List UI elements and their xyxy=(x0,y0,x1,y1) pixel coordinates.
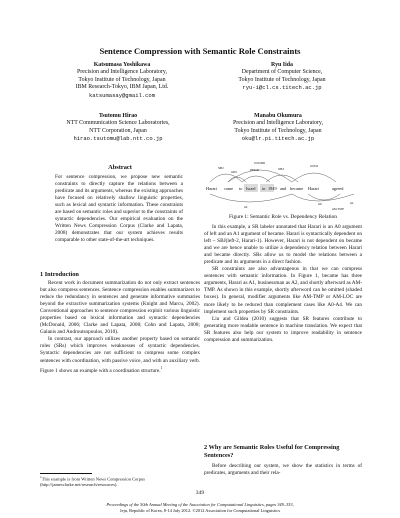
intro-paragraph-2-text: In contrast, our approach utilizes another property based on semantic roles (SRs) which improves weaknesses of syntactic dependencies. Syntactic dependencies are not sufficient to compress some complex sentences with coordination, with passive voice, and with an auxiliary verb. Figure 1 shows an example with a coordination structure. xyxy=(40,336,200,374)
author-email: hirao.tsutomu@lab.ntt.co.jp xyxy=(73,135,163,143)
author-affiliation: IBM Research-Tokyo, IBM Japan, Ltd. xyxy=(75,84,169,91)
figure-caption: Figure 1: Semantic Role vs. Dependency Relation xyxy=(229,214,337,220)
author-block-4 xyxy=(198,113,358,143)
arc-label: CONJ xyxy=(310,164,319,168)
arc-label: OBJ xyxy=(278,167,284,171)
right-column-text xyxy=(204,224,362,344)
author-name: Katsumasa Yoshikawa xyxy=(93,62,151,68)
proceedings-line-1: Proceedings of the 50th Annual Meeting of the Association for Computational Linguistics, pages 349–353, xyxy=(106,502,294,507)
author-affiliation: Precision and Intelligence Laboratory, xyxy=(233,120,323,127)
word-label: Harari xyxy=(308,186,319,191)
arc-label: A1 xyxy=(350,201,354,205)
word-label: came xyxy=(224,186,234,191)
author-affiliation: NTT Corporation, Japan xyxy=(89,127,147,134)
abstract-heading: Abstract xyxy=(108,164,132,171)
word-label: Harari xyxy=(206,186,217,191)
footnote xyxy=(40,475,200,488)
footnote-number: 1 xyxy=(40,475,42,479)
footnote-marker: 1 xyxy=(160,365,163,370)
word-label: agreed xyxy=(332,186,344,191)
intro-paragraph-2 xyxy=(40,336,200,374)
author-block-1 xyxy=(52,62,192,99)
author-affiliation: Tokyo Institute of Technology, Japan xyxy=(238,76,326,83)
paper-title: Sentence Compression with Semantic Role Constraints xyxy=(99,46,301,56)
footnote-text: This example is from Written News Compression Corpus (http://jamesclarke.net/research/resources). xyxy=(40,476,146,488)
dependency-arc xyxy=(210,174,242,182)
word-label: became xyxy=(290,186,304,191)
author-block-2 xyxy=(202,62,362,92)
dependency-arc xyxy=(242,176,270,182)
proceedings-line-2: Jeju, Republic of Korea, 8-14 July 2012. ©2012 Association for Computational Linguistics xyxy=(119,508,281,513)
section-2-text xyxy=(204,463,362,477)
dependency-semantic-role-diagram xyxy=(204,160,362,212)
right-paragraph-3: Liu and Gildea (2010) suggests that SR features contribute to generating more readable sentence in machine translation. We expect that SR features also help our system to improve readability in sentence compression and summarization. xyxy=(204,315,362,343)
arc-label: PMOD xyxy=(250,168,259,172)
author-affiliation: NTT Communication Science Laboratories, xyxy=(66,120,170,127)
right-paragraph-1: In this example, a SR labeler annotated that Harari is an A0 argument of left and an A1 argument of became. Harari is syntactically dependent on left – SBJ(left-2, Harari-1). However, Harari is not dependent on became and we are hence unable to utilize a dependency relation between Harari and became directly. SRs allow us to model the relations between a predicate and its arguments in a direct fashion. xyxy=(204,224,362,266)
author-name: Tsutomu Hirao xyxy=(98,113,138,119)
section-2-paragraph-1: Before describing our system, we show the statistics in terms of predicates, arguments and their rela- xyxy=(204,463,362,477)
intro-paragraph-1: Recent work in document summarization do not only extract sentences but also compress sentences. Sentence compression enables summarizers to reduce the redundancy in sentences and generate informative summaries beyond the extractive summarization systems (Knight and Marcu, 2002). Conventional approaches to sentence compression exploit various linguistic properties based on lexical information and syntactic dependencies (McDonald, 2006; Clarke and Lapata, 2008; Cohn and Lapata, 2008; Galanis and Androutsopoulos, 2010). xyxy=(40,280,200,336)
author-name: Manabu Okumura xyxy=(254,113,302,119)
word-label: Israel xyxy=(246,186,256,191)
semantic-role-arc xyxy=(210,194,292,202)
arc-label: A0 xyxy=(318,202,322,206)
arc-label: ADV xyxy=(231,170,238,174)
arc-label: COORD xyxy=(254,161,266,165)
author-affiliation: Tokyo Institute of Technology, Japan xyxy=(234,127,322,134)
author-affiliation: Tokyo Institute of Technology, Japan xyxy=(78,76,166,83)
author-affiliation: Department of Computer Science, xyxy=(241,69,323,76)
page-number: 349 xyxy=(195,490,205,496)
author-email: katsumasay@gmail.com xyxy=(88,91,155,99)
author-email: oku@lr.pi.titech.ac.jp xyxy=(241,135,315,143)
figure-1 xyxy=(204,160,362,212)
author-block-3 xyxy=(38,113,198,143)
arc-label: SBJ xyxy=(218,166,224,170)
word-label: in xyxy=(262,186,266,191)
footnote-rule xyxy=(40,473,92,474)
section-heading-why-semantic-roles: 2 Why are Semantic Roles Useful for Compressing Sentences? xyxy=(204,444,340,459)
abstract-paragraph: For sentence compression, we propose new semantic constraints to directly capture the relations between a predicate and its arguments, whereas the existing approaches have focused on relatively shallow linguistic properties, such as lexical and syntactic information. These constraints are based on semantic roles and superior to the constraints of syntactic dependencies. Our empirical evaluation on the Written News Compression Corpus (Clarke and Lapata, 2008) demonstrates that our system achieves results comparable to other state-of-the-art techniques. xyxy=(55,174,184,244)
word-label: and xyxy=(280,186,287,191)
abstract-text xyxy=(55,174,183,244)
author-name: Ryu Iida xyxy=(271,62,293,68)
section-heading-introduction: 1 Introduction xyxy=(40,271,79,278)
arc-label: AM-TMP xyxy=(332,207,344,211)
intro-text xyxy=(40,280,200,374)
author-affiliation: Precision and Intelligence Laboratory, xyxy=(77,69,167,76)
word-label: 1949 xyxy=(268,186,277,191)
right-paragraph-2: SR constraints are also advantageous in that we can compress sentences with semantic information. In Figure 1, became has three arguments, Harari as A1, businessman as A2, and shortly afterward as AM-TMP. As shown in this example, shortly afterword can be omitted (shaded boxes). In general, modifier arguments like AM-TMP or AM-LOC are more likely to be reduced than complement cases like A0-A4. We can implement such properties by SR constraints. xyxy=(204,266,362,315)
author-email: ryu-i@cl.cs.titech.ac.jp xyxy=(242,84,322,92)
arc-label: A1 xyxy=(244,205,248,209)
dependency-arc xyxy=(292,173,336,182)
word-label: to xyxy=(239,186,243,191)
dependency-arc xyxy=(228,170,292,182)
